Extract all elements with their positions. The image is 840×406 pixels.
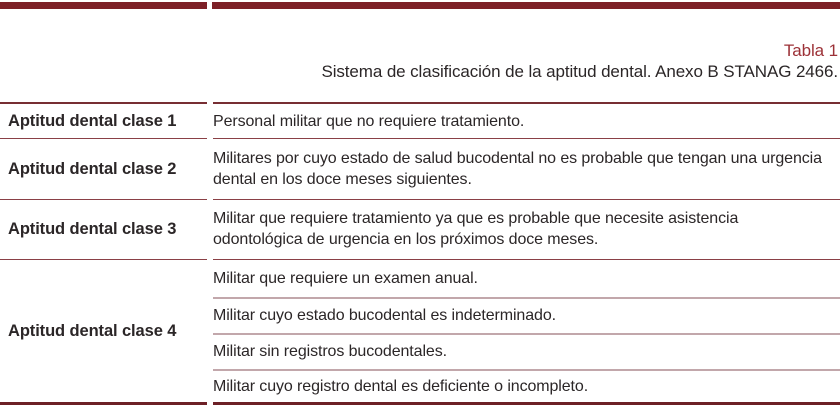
row-description-clase-3: Militar que requiere tratamiento ya que es probable que necesite asistencia odontológica de urgencia en los próximos doce meses. <box>213 200 840 260</box>
classification-table <box>0 102 840 405</box>
row-description-clase-4-item-1: Militar que requiere un examen anual. <box>213 260 840 299</box>
row-description-clase-2: Militares por cuyo estado de salud bucodental no es probable que tengan una urgencia dental en los doce meses siguientes. <box>213 139 840 200</box>
row-label-clase-4: Aptitud dental clase 4 <box>0 260 207 405</box>
row-label-clase-1: Aptitud dental clase 1 <box>0 102 207 139</box>
row-description-clase-4-item-3: Militar sin registros bucodentales. <box>213 335 840 371</box>
row-description-clase-1: Personal militar que no requiere tratamiento. <box>213 102 840 139</box>
row-description-clase-4-item-2: Militar cuyo estado bucodental es indeterminado. <box>213 299 840 335</box>
table-header <box>0 42 840 82</box>
top-rule-bar-right-segment <box>212 2 840 9</box>
table-title: Sistema de clasificación de la aptitud dental. Anexo B STANAG 2466. <box>321 62 838 81</box>
row-description-clase-4-item-4: Militar cuyo registro dental es deficiente o incompleto. <box>213 371 840 405</box>
row-label-clase-3: Aptitud dental clase 3 <box>0 200 207 260</box>
top-rule-bar-left-segment <box>0 2 207 9</box>
row-label-clase-2: Aptitud dental clase 2 <box>0 139 207 200</box>
table-number: Tabla 1 <box>783 41 838 60</box>
top-rule-bar <box>0 2 840 9</box>
